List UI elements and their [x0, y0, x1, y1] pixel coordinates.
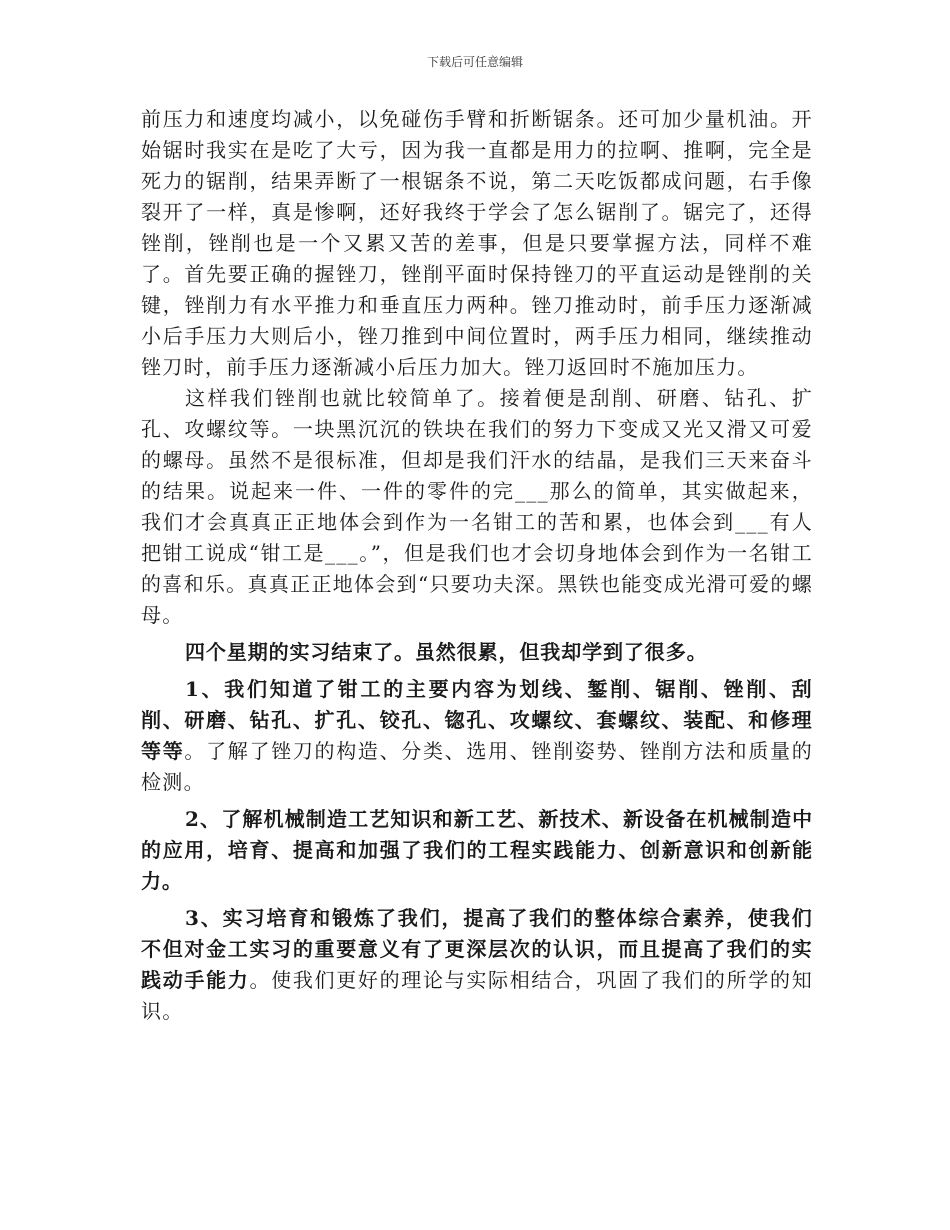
- paragraph-point-2: 2、了解机械制造工艺知识和新工艺、新技术、新设备在机械制造中的应用，培育、提高和加强了我们的工程实践能力、创新意识和创新能力。: [141, 807, 813, 893]
- paragraph-point-1: [141, 674, 813, 798]
- paragraph-summary-intro: 四个星期的实习结束了。虽然很累，但我却学到了很多。: [185, 640, 708, 664]
- point-3-text: 。使我们更好的理论与实际相结合，巩固了我们的所学的知识。: [141, 968, 813, 1023]
- paragraph-point-3: [141, 903, 813, 1027]
- paragraph-sawing-filing: 前压力和速度均减小，以免碰伤手臂和折断锯条。还可加少量机油。开始锯时我实在是吃了大亏，因为我一直都是用力的拉啊、推啊，完全是死力的锯削，结果弄断了一根锯条不说，第二天吃饭都成问题，右手像裂开了一样，真是惨啊，还好我终于学会了怎么锯削了。锯完了，还得锉削，锉削也是一个又累又苦的差事，但是只要掌握方法，同样不难了。首先要正确的握锉刀，锉削平面时保持锉刀的平直运动是锉削的关键，锉削力有水平推力和垂直压力两种。锉刀推动时，前手压力逐渐减小后手压力大则后小，锉刀推到中间位置时，两手压力相同，继续推动锉刀时，前手压力逐渐减小后压力加大。锉刀返回时不施加压力。: [141, 107, 813, 379]
- point-3-bold-text: 3、实习培育和锻炼了我们，提高了我们的整体综合素养，使我们不但对金工实习的重要意义有了更深层次的认识，而且提高了我们的实践动手能力: [141, 906, 813, 992]
- page-header: 下载后可任意编辑: [426, 55, 523, 69]
- point-1-text: 。了解了锉刀的构造、分类、选用、锉削姿势、锉削方法和质量的检测。: [141, 739, 813, 794]
- document-body: [141, 104, 813, 1027]
- point-1-bold-text: 1、我们知道了钳工的主要内容为划线、錾削、锯削、锉削、刮削、研磨、钻孔、扩孔、铰孔、锪孔、攻螺纹、套螺纹、装配、和修理等等: [141, 677, 813, 763]
- paragraph-nut-making: 这样我们锉削也就比较简单了。接着便是刮削、研磨、钻孔、扩孔、攻螺纹等。一块黑沉沉的铁块在我们的努力下变成又光又滑又可爱的螺母。虽然不是很标准，但却是我们汗水的结晶，是我们三天来奋斗的结果。说起来一件、一件的零件的完___那么的简单，其实做起来，我们才会真真正正地体会到作为一名钳工的苦和累，也体会到___有人把钳工说成“钳工是___。”，但是我们也才会切身地体会到作为一名钳工的喜和乐。真真正正地体会到“只要功夫深。黑铁也能变成光滑可爱的螺母。: [141, 386, 813, 627]
